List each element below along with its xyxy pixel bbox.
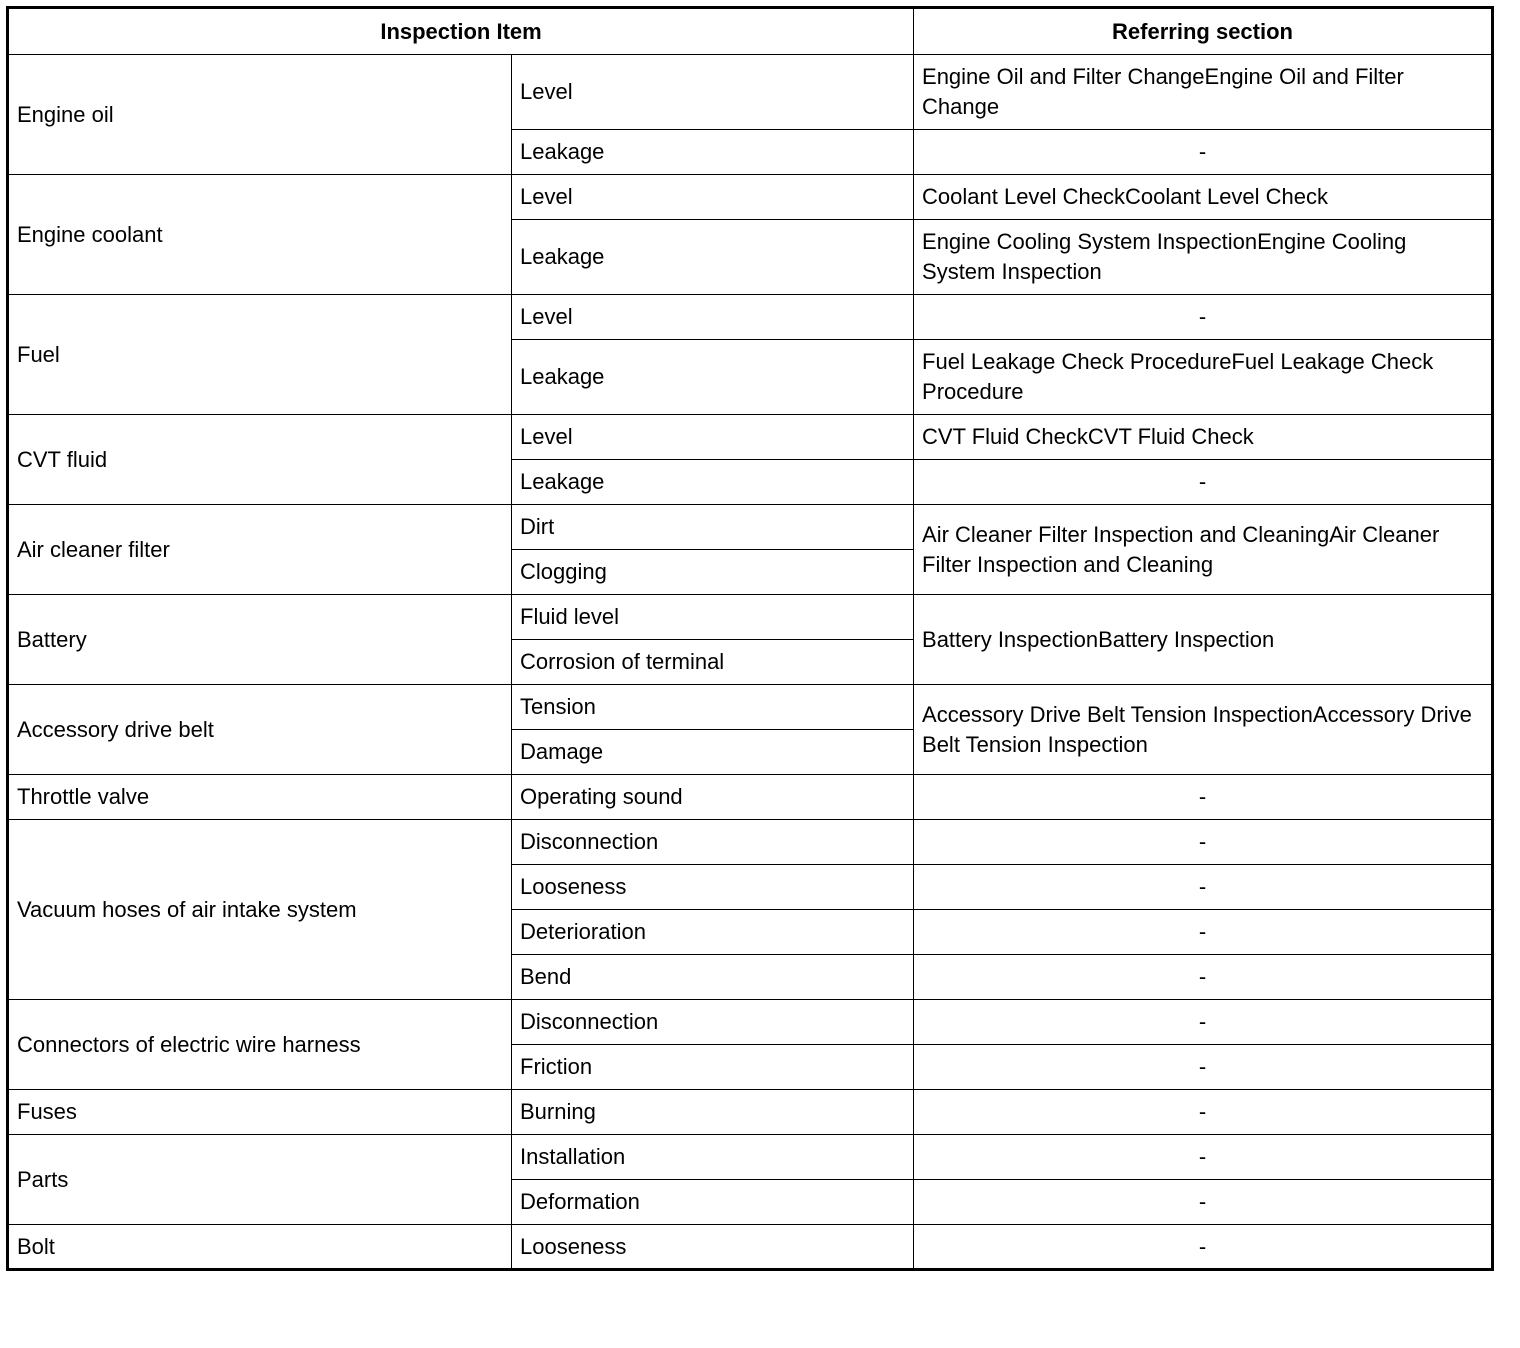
header-row [8, 8, 1493, 55]
inspection-check: Deterioration [512, 910, 914, 955]
inspection-check: Deformation [512, 1180, 914, 1225]
inspection-check: Clogging [512, 550, 914, 595]
table-row [8, 1135, 1493, 1180]
header-inspection-item: Inspection Item [8, 8, 914, 55]
inspection-check: Operating sound [512, 775, 914, 820]
referring-section: - [914, 910, 1493, 955]
referring-section: Engine Oil and Filter ChangeEngine Oil and Filter Change [914, 55, 1493, 130]
inspection-check: Bend [512, 955, 914, 1000]
referring-section: - [914, 1090, 1493, 1135]
inspection-check: Dirt [512, 505, 914, 550]
table-row [8, 1090, 1493, 1135]
inspection-check: Looseness [512, 1225, 914, 1270]
inspection-check: Leakage [512, 130, 914, 175]
inspection-item: Fuel [8, 295, 512, 415]
table-row [8, 505, 1493, 550]
inspection-check: Damage [512, 730, 914, 775]
table-row [8, 415, 1493, 460]
referring-section: Fuel Leakage Check ProcedureFuel Leakage Check Procedure [914, 340, 1493, 415]
table-row [8, 595, 1493, 640]
inspection-item: Bolt [8, 1225, 512, 1270]
inspection-check: Level [512, 175, 914, 220]
referring-section: Engine Cooling System InspectionEngine Cooling System Inspection [914, 220, 1493, 295]
inspection-item: Vacuum hoses of air intake system [8, 820, 512, 1000]
referring-section: Battery InspectionBattery Inspection [914, 595, 1493, 685]
inspection-item: Battery [8, 595, 512, 685]
referring-section: Accessory Drive Belt Tension InspectionAccessory Drive Belt Tension Inspection [914, 685, 1493, 775]
referring-section: Coolant Level CheckCoolant Level Check [914, 175, 1493, 220]
inspection-item: Throttle valve [8, 775, 512, 820]
inspection-item: Accessory drive belt [8, 685, 512, 775]
header-referring-section: Referring section [914, 8, 1493, 55]
table-row [8, 55, 1493, 130]
inspection-check: Leakage [512, 220, 914, 295]
table-row [8, 685, 1493, 730]
inspection-check: Tension [512, 685, 914, 730]
inspection-item: CVT fluid [8, 415, 512, 505]
inspection-item: Engine coolant [8, 175, 512, 295]
inspection-check: Leakage [512, 340, 914, 415]
referring-section: - [914, 460, 1493, 505]
inspection-check: Disconnection [512, 1000, 914, 1045]
inspection-item: Air cleaner filter [8, 505, 512, 595]
referring-section: - [914, 130, 1493, 175]
table-row [8, 1000, 1493, 1045]
inspection-item: Fuses [8, 1090, 512, 1135]
inspection-check: Burning [512, 1090, 914, 1135]
referring-section: - [914, 820, 1493, 865]
referring-section: - [914, 1135, 1493, 1180]
referring-section: - [914, 1225, 1493, 1270]
referring-section: - [914, 865, 1493, 910]
inspection-check: Level [512, 55, 914, 130]
inspection-table [6, 6, 1494, 1271]
inspection-check: Fluid level [512, 595, 914, 640]
referring-section: - [914, 775, 1493, 820]
inspection-check: Leakage [512, 460, 914, 505]
inspection-item: Connectors of electric wire harness [8, 1000, 512, 1090]
inspection-item: Parts [8, 1135, 512, 1225]
inspection-check: Disconnection [512, 820, 914, 865]
table-row [8, 295, 1493, 340]
referring-section: Air Cleaner Filter Inspection and CleaningAir Cleaner Filter Inspection and Cleaning [914, 505, 1493, 595]
table-row [8, 175, 1493, 220]
referring-section: - [914, 295, 1493, 340]
inspection-check: Friction [512, 1045, 914, 1090]
table-row [8, 775, 1493, 820]
table-row [8, 820, 1493, 865]
inspection-check: Looseness [512, 865, 914, 910]
inspection-check: Level [512, 415, 914, 460]
inspection-check: Level [512, 295, 914, 340]
referring-section: - [914, 1045, 1493, 1090]
referring-section: - [914, 1000, 1493, 1045]
inspection-check: Corrosion of terminal [512, 640, 914, 685]
inspection-check: Installation [512, 1135, 914, 1180]
referring-section: - [914, 955, 1493, 1000]
table-row [8, 1225, 1493, 1270]
referring-section: - [914, 1180, 1493, 1225]
inspection-item: Engine oil [8, 55, 512, 175]
referring-section: CVT Fluid CheckCVT Fluid Check [914, 415, 1493, 460]
